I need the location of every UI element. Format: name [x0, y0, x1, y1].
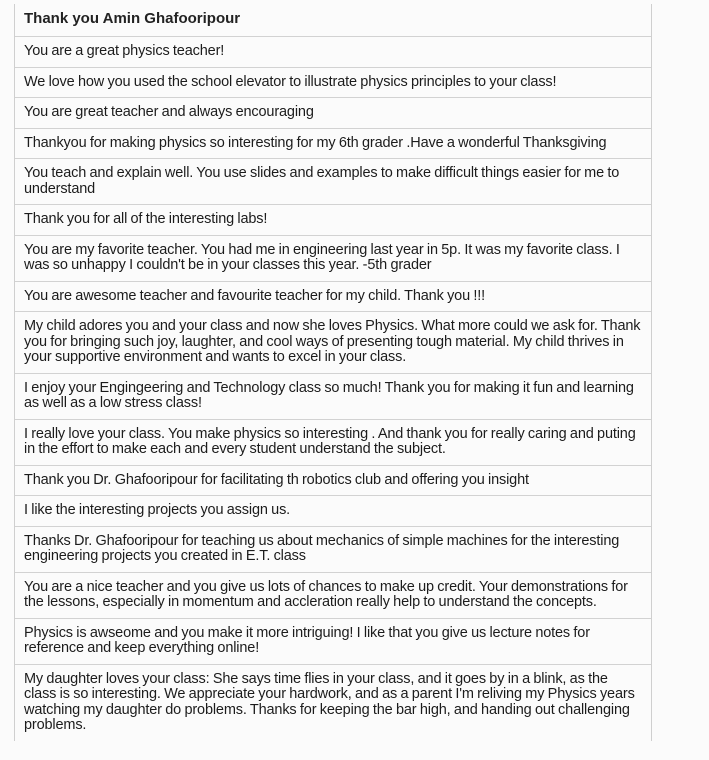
comment-row: I enjoy your Engingeering and Technology class so much! Thank you for making it fun and learning as well as a low stress class!	[15, 374, 651, 420]
comment-row: You are great teacher and always encouraging	[15, 98, 651, 129]
comment-row: Thanks Dr. Ghafooripour for teaching us about mechanics of simple machines for the interesting engineering projects you created in E.T. class	[15, 527, 651, 573]
comments-table	[14, 4, 652, 741]
comment-row: You are a nice teacher and you give us lots of chances to make up credit. Your demonstrations for the lessons, especially in momentum and accleration really help to understand the concepts.	[15, 573, 651, 619]
comment-row: You are my favorite teacher. You had me in engineering last year in 5p. It was my favorite class. I was so unhappy I couldn't be in your classes this year. -5th grader	[15, 236, 651, 282]
comment-row: My child adores you and your class and now she loves Physics. What more could we ask for. Thank you for bringing such joy, laughter, and cool ways of presenting tough material. My child thrives in your supportive environment and wants to excel in your class.	[15, 312, 651, 374]
comment-row: I like the interesting projects you assign us.	[15, 496, 651, 527]
comment-row: You are awesome teacher and favourite teacher for my child. Thank you !!!	[15, 282, 651, 313]
comment-row: Thankyou for making physics so interesting for my 6th grader .Have a wonderful Thanksgiving	[15, 129, 651, 160]
comment-row: You are a great physics teacher!	[15, 37, 651, 68]
comment-row: My daughter loves your class: She says time flies in your class, and it goes by in a blink, as the class is so interesting. We appreciate your hardwork, and as a parent I'm reliving my Physics years watching my daughter do problems. Thanks for keeping the bar high, and handing out challenging problems.	[24, 670, 635, 733]
comment-row: Physics is awseome and you make it more intriguing! I like that you give us lecture notes for reference and keep everything online!	[15, 619, 651, 665]
page-title: Thank you Amin Ghafooripour	[15, 4, 651, 37]
comment-row: Thank you for all of the interesting labs!	[15, 205, 651, 236]
comment-row: I really love your class. You make physics so interesting . And thank you for really caring and puting in the effort to make each and every student understand the subject.	[15, 420, 651, 466]
comment-row: You teach and explain well. You use slides and examples to make difficult things easier for me to understand	[15, 159, 651, 205]
comment-row: We love how you used the school elevator to illustrate physics principles to your class!	[15, 68, 651, 99]
comment-row: Thank you Dr. Ghafooripour for facilitating th robotics club and offering you insight	[15, 466, 651, 497]
